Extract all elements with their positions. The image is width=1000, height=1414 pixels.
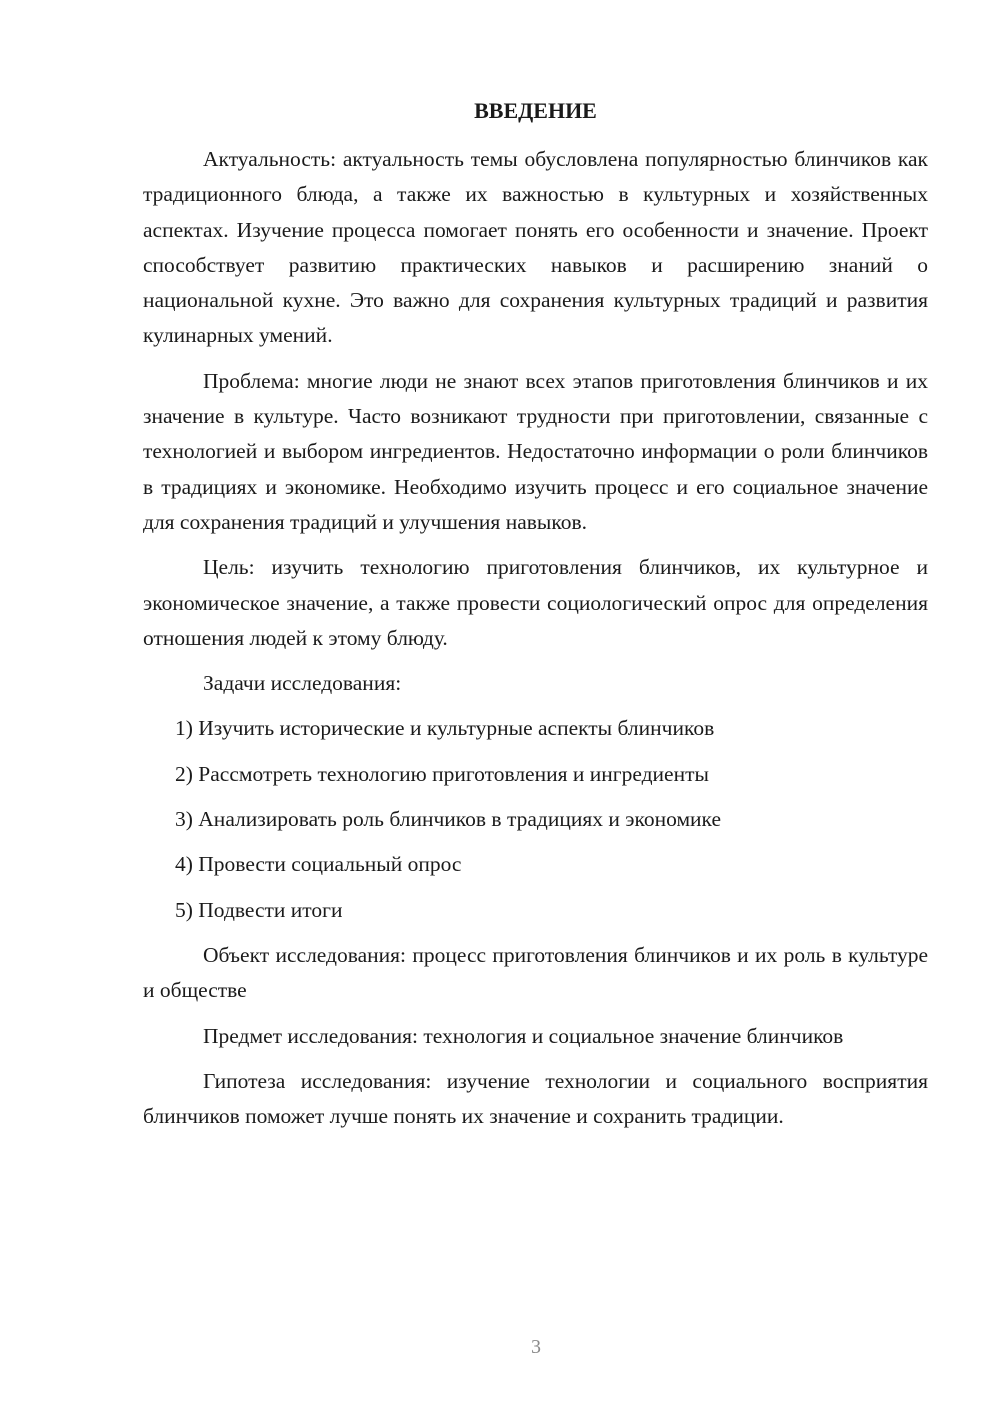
paragraph-subject: Предмет исследования: технология и социальное значение блинчиков bbox=[203, 1023, 844, 1048]
task-item: 5) Подвести итоги bbox=[175, 897, 343, 922]
task-item: 1) Изучить исторические и культурные аспекты блинчиков bbox=[175, 716, 715, 741]
paragraph-relevance: Актуальность: актуальность темы обусловлена популярностью блинчиков как традиционного блюда, а также их важностью в культурных и хозяйственных аспектах. Изучение процесса помогает понять его особенности и значение. Проект способствует развитию практических навыков и расширению знаний о национальной кухне. Это важно для сохранения культурных традиций и развития кулинарных умений. bbox=[143, 147, 928, 348]
paragraph-hypothesis: Гипотеза исследования: изучение технологии и социального восприятия блинчиков поможет лучше понять их значение и сохранить традиции. bbox=[143, 1068, 928, 1129]
page-number: 3 bbox=[531, 1336, 541, 1358]
page-heading: ВВЕДЕНИЕ bbox=[474, 98, 597, 123]
tasks-title: Задачи исследования: bbox=[203, 671, 402, 696]
paragraph-object: Объект исследования: процесс приготовления блинчиков и их роль в культуре и обществе bbox=[143, 942, 928, 1003]
task-item: 4) Провести социальный опрос bbox=[175, 852, 462, 877]
paragraph-problem: Проблема: многие люди не знают всех этапов приготовления блинчиков и их значение в культуре. Часто возникают трудности при приготовлении, связанные с технологией и выбором ингредиентов. Недостаточно информации о роли блинчиков в традициях и экономике. Необходимо изучить процесс и его социальное значение для сохранения традиций и улучшения навыков. bbox=[143, 368, 928, 534]
task-item: 2) Рассмотреть технологию приготовления и ингредиенты bbox=[175, 761, 709, 786]
task-item: 3) Анализировать роль блинчиков в традициях и экономике bbox=[175, 807, 722, 832]
body-text bbox=[143, 142, 928, 1144]
paragraph-goal: Цель: изучить технологию приготовления блинчиков, их культурное и экономическое значение, а также провести социологический опрос для определения отношения людей к этому блюду. bbox=[143, 555, 928, 650]
